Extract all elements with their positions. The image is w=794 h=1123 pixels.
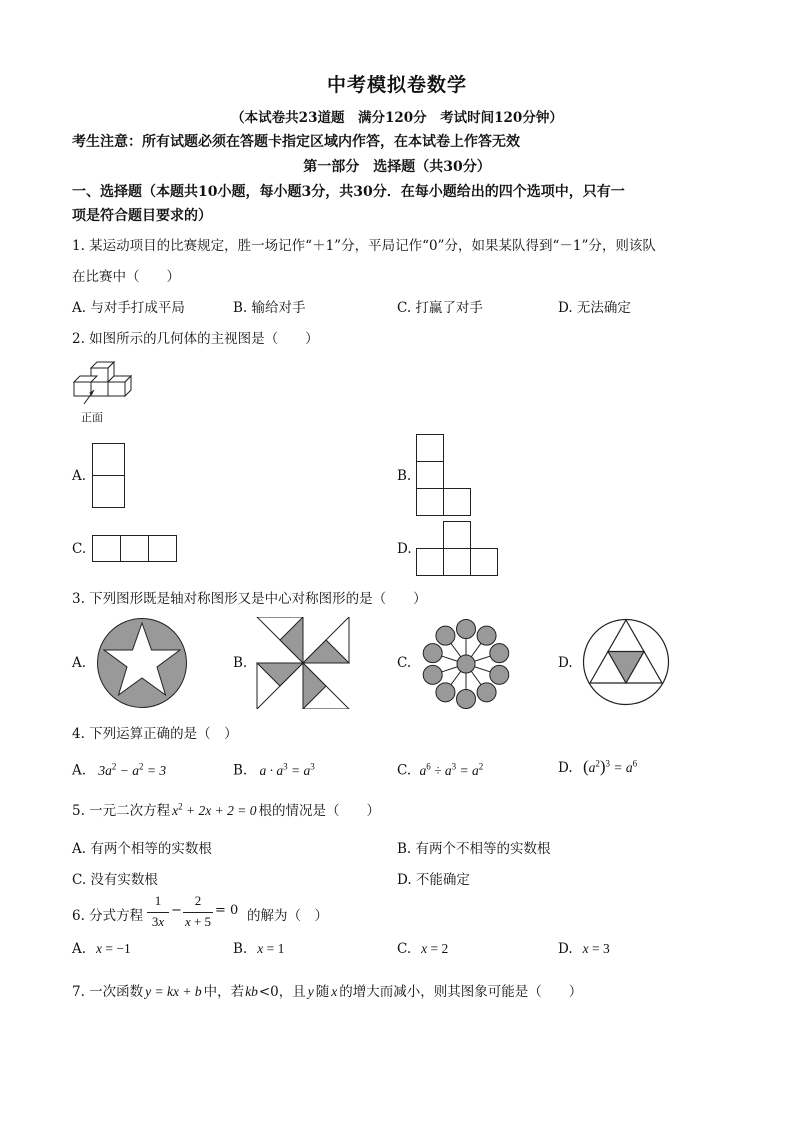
q6-option-a: A. x = −1 xyxy=(72,941,131,957)
q1-stem-line1: 1. 某运动项目的比赛规定，胜一场记作“＋1”分，平局记作“0”分，如果某队得到“－1”分，则该队 xyxy=(72,238,656,254)
q2-label-c: C. xyxy=(72,541,87,557)
q6-stem-pre: 6. 分式方程 xyxy=(72,908,144,924)
q3-option-c-flower-figure xyxy=(418,617,514,711)
q6-option-d: D. x = 3 xyxy=(558,941,610,957)
q5-option-d: D. 不能确定 xyxy=(397,872,470,888)
q3-stem: 3. 下列图形既是轴对称图形又是中心对称图形的是（ ） xyxy=(72,591,427,607)
q6-option-b: B. x = 1 xyxy=(233,941,285,957)
q4-option-c: C. $a^6 \div a^3 = a^2$ xyxy=(397,761,484,779)
q6-label-d: D. xyxy=(558,941,573,957)
q3-option-a-star-figure xyxy=(96,617,188,709)
q4-stem: 4. 下列运算正确的是（ ） xyxy=(72,726,238,742)
q3-label-a: A. xyxy=(72,655,87,671)
q5-option-b: B. 有两个不相等的实数根 xyxy=(397,841,551,857)
q4-option-a: A. $3a^2 - a^2 = 3$ xyxy=(72,761,167,779)
q2-option-a-figure xyxy=(92,443,126,509)
q2-label-a: A. xyxy=(72,468,87,484)
exam-notice: 考生注意：所有试题必须在答题卡指定区域内作答，在本试卷上作答无效 xyxy=(72,134,520,150)
q4-option-d: D. $(a^2)^3 = a^6$ xyxy=(558,757,638,776)
q6-option-c: C. x = 2 xyxy=(397,941,449,957)
q5-stem: 5. 一元二次方程 $x^2 + 2x + 2 = 0$ 根的情况是（ ） xyxy=(72,801,380,819)
q2-option-c-figure xyxy=(92,535,178,563)
q6-label-a: A. xyxy=(72,941,87,957)
q6-equation: 1 3x − 2 x + 5 = 0 xyxy=(147,893,245,933)
q4-label-c: C. xyxy=(397,762,412,779)
q6-label-b: B. xyxy=(233,941,248,957)
q2-label-b: B. xyxy=(397,468,412,484)
q2-solid-figure xyxy=(70,358,136,404)
q1-stem-line2: 在比赛中（ ） xyxy=(72,269,180,285)
q1-option-c: C. 打赢了对手 xyxy=(397,300,483,316)
q6-stem-post: 的解为（ ） xyxy=(247,908,328,924)
q4-label-b: B. xyxy=(233,762,248,779)
q2-stem: 2. 如图所示的几何体的主视图是（ ） xyxy=(72,331,319,347)
q5-option-a: A. 有两个相等的实数根 xyxy=(72,841,212,857)
exam-info: （本试卷共23道题 满分120分 考试时间120分钟） xyxy=(231,110,563,126)
section-heading-line1: 一、选择题（本题共10小题，每小题3分，共30分．在每小题给出的四个选项中，只有一 xyxy=(72,184,625,200)
q4-option-b: B. $a \cdot a^3 = a^3$ xyxy=(233,761,315,779)
q5-option-c: C. 没有实数根 xyxy=(72,872,158,888)
q2-option-d-figure xyxy=(416,521,500,577)
q1-option-d: D. 无法确定 xyxy=(558,300,631,316)
part-heading: 第一部分 选择题（共30分） xyxy=(303,159,491,175)
q4-label-d: D. xyxy=(558,760,573,776)
q2-label-d: D. xyxy=(397,541,412,557)
q1-option-a: A. 与对手打成平局 xyxy=(72,300,185,316)
q1-option-b: B. 输给对手 xyxy=(233,300,306,316)
front-view-label: 正面 xyxy=(81,411,103,424)
q3-label-b: B. xyxy=(233,655,248,671)
q3-label-c: C. xyxy=(397,655,412,671)
q4-label-a: A. xyxy=(72,762,87,779)
q2-option-b-figure xyxy=(416,434,472,516)
section-heading-line2: 项是符合题目要求的） xyxy=(72,208,212,224)
q6-label-c: C. xyxy=(397,941,412,957)
q3-label-d: D. xyxy=(558,655,573,671)
q3-option-b-pinwheel-figure xyxy=(256,617,350,709)
q3-option-d-triangle-figure xyxy=(582,617,670,707)
page-title: 中考模拟卷数学 xyxy=(326,74,467,96)
q7-stem: 7. 一次函数 y = kx + b 中，若kb<0，且 y 随 x 的增大而减小，则其图象可能是（ ） xyxy=(72,984,583,1000)
